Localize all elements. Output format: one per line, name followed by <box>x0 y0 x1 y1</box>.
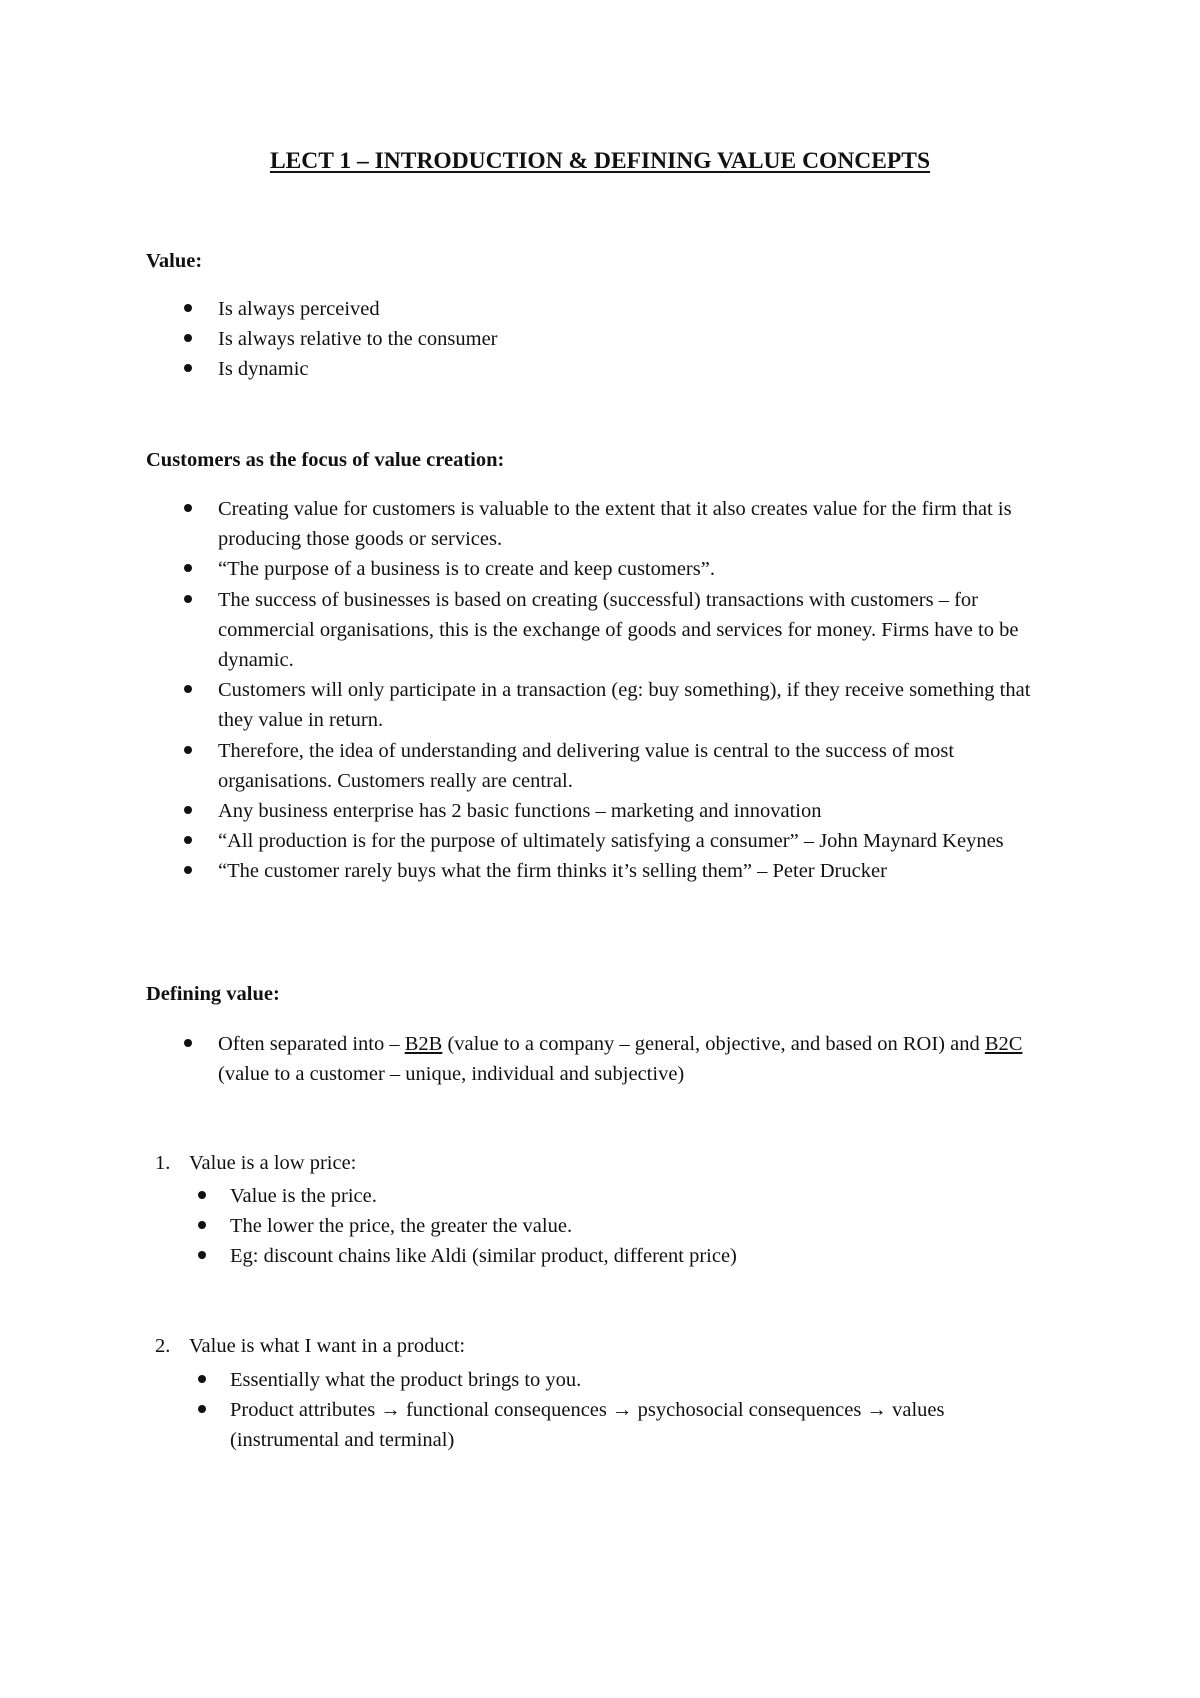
arrow-icon: → <box>380 1399 401 1422</box>
list-item: Therefore, the idea of understanding and delivering value is central to the success of most organisations. Customers really are central. <box>218 736 1058 796</box>
arrow-icon: → <box>866 1399 887 1422</box>
list-item: “All production is for the purpose of ultimately satisfying a consumer” – John Maynard Keynes <box>218 826 1058 856</box>
item-label: Value is a low price: <box>189 1152 357 1174</box>
bullet-icon <box>184 746 192 754</box>
list-item: Customers will only participate in a transaction (eg: buy something), if they receive something that they value in return. <box>218 675 1058 735</box>
bullet-icon <box>184 564 192 572</box>
numbered-item-2 <box>155 1335 466 1358</box>
list-item: Is dynamic <box>218 354 1098 384</box>
list-item: Creating value for customers is valuable to the extent that it also creates value for the firm that is producing those goods or services. <box>218 494 1058 554</box>
bullet-icon <box>184 504 192 512</box>
defining-list <box>218 1029 1058 1089</box>
bullet-icon <box>184 364 192 372</box>
list-item: Essentially what the product brings to you. <box>230 1365 1030 1395</box>
bullet-icon <box>184 304 192 312</box>
b2b-term: B2B <box>404 1033 443 1055</box>
bullet-icon <box>184 595 192 603</box>
bullet-icon <box>184 334 192 342</box>
list-item: Value is the price. <box>230 1181 1070 1211</box>
bullet-icon <box>184 866 192 874</box>
list-item: Product attributes → functional consequences → psychosocial consequences → values (instrumental and terminal) <box>230 1395 1030 1455</box>
customers-heading: Customers as the focus of value creation: <box>146 449 505 471</box>
arrow-icon: → <box>612 1399 633 1422</box>
list-item: “The customer rarely buys what the firm thinks it’s selling them” – Peter Drucker <box>218 856 1058 886</box>
bullet-icon <box>184 1039 192 1047</box>
b2c-term: B2C <box>984 1033 1023 1055</box>
bullet-icon <box>184 806 192 814</box>
page-title: LECT 1 – INTRODUCTION & DEFINING VALUE CONCEPTS <box>269 148 931 174</box>
list-item: The success of businesses is based on creating (successful) transactions with customers – for commercial organisations, this is the exchange of goods and services for money. Firms have to be dynamic. <box>218 585 1058 676</box>
list-item: Is always relative to the consumer <box>218 324 1098 354</box>
bullet-icon <box>198 1191 206 1199</box>
customers-list <box>218 494 1058 887</box>
defining-heading: Defining value: <box>146 983 280 1005</box>
bullet-icon <box>198 1375 206 1383</box>
list-item: Is always perceived <box>218 294 1098 324</box>
bullet-icon <box>184 836 192 844</box>
list-item: Often separated into – B2B (value to a company – general, objective, and based on ROI) and B2C (value to a customer – unique, individual and subjective) <box>218 1029 1058 1089</box>
list-item: The lower the price, the greater the value. <box>230 1211 1070 1241</box>
item-number: 2. <box>155 1335 171 1357</box>
bullet-icon <box>198 1251 206 1259</box>
bullet-icon <box>198 1221 206 1229</box>
value-list <box>218 294 1098 385</box>
bullet-icon <box>198 1405 206 1413</box>
item-label: Value is what I want in a product: <box>189 1335 466 1357</box>
list-item: “The purpose of a business is to create and keep customers”. <box>218 554 1058 584</box>
bullet-icon <box>184 685 192 693</box>
value-heading: Value: <box>146 250 203 272</box>
item-number: 1. <box>155 1152 171 1174</box>
product-list <box>230 1365 1030 1456</box>
list-item: Eg: discount chains like Aldi (similar product, different price) <box>230 1241 1070 1271</box>
list-item: Any business enterprise has 2 basic functions – marketing and innovation <box>218 796 1058 826</box>
price-list <box>230 1181 1070 1272</box>
numbered-item-1 <box>155 1152 357 1175</box>
